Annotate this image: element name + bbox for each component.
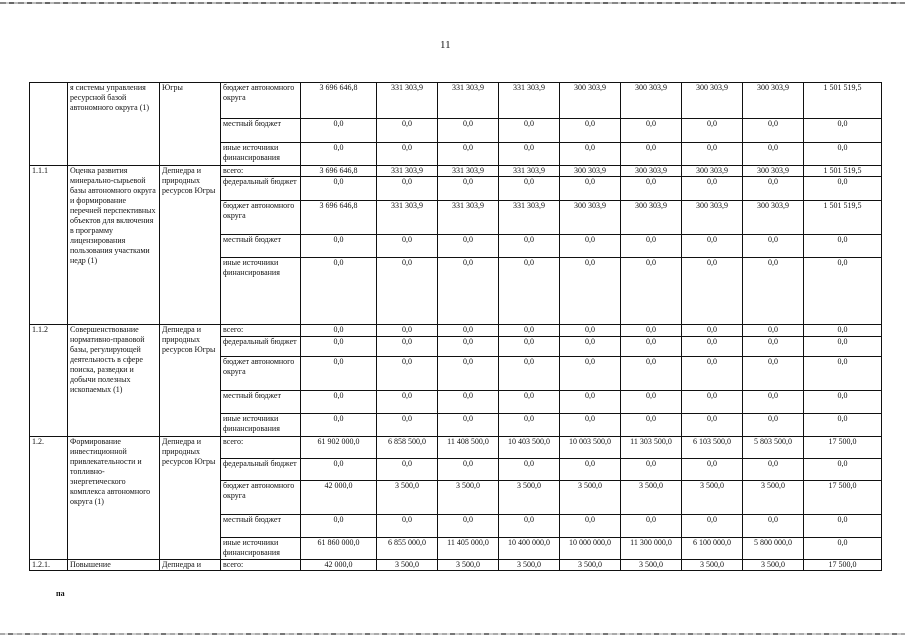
amount-cell: 0,0: [560, 258, 621, 325]
funding-source-cell: бюджет автономного округа: [221, 357, 301, 391]
amount-cell: 6 855 000,0: [377, 538, 438, 560]
amount-cell: 0,0: [682, 177, 743, 201]
amount-cell: 0,0: [499, 515, 560, 538]
amount-cell: 0,0: [743, 177, 804, 201]
scan-edge-bottom: [0, 633, 905, 635]
amount-cell: 3 696 646,8: [301, 83, 377, 119]
amount-cell: 6 858 500,0: [377, 437, 438, 459]
amount-cell: 0,0: [621, 459, 682, 481]
amount-cell: 0,0: [377, 414, 438, 437]
amount-cell: 331 303,9: [499, 201, 560, 235]
amount-cell: 1 501 519,5: [804, 83, 882, 119]
funding-source-cell: местный бюджет: [221, 515, 301, 538]
amount-cell: 3 500,0: [743, 560, 804, 571]
amount-cell: 0,0: [438, 459, 499, 481]
amount-cell: 0,0: [438, 258, 499, 325]
amount-cell: 300 303,9: [682, 201, 743, 235]
amount-cell: 1 501 519,5: [804, 201, 882, 235]
amount-cell: 0,0: [621, 391, 682, 414]
amount-cell: 0,0: [682, 459, 743, 481]
amount-cell: 0,0: [438, 337, 499, 357]
funding-source-cell: иные источники финансирования: [221, 258, 301, 325]
amount-cell: 0,0: [621, 414, 682, 437]
amount-cell: 0,0: [301, 325, 377, 337]
funding-source-cell: бюджет автономного округа: [221, 201, 301, 235]
amount-cell: 0,0: [804, 325, 882, 337]
amount-cell: 0,0: [377, 325, 438, 337]
executor-cell: Югры: [160, 83, 221, 166]
amount-cell: 331 303,9: [499, 166, 560, 177]
funding-source-cell: всего:: [221, 560, 301, 571]
amount-cell: 5 803 500,0: [743, 437, 804, 459]
amount-cell: 0,0: [804, 143, 882, 166]
executor-cell: Депнедра и природных ресурсов Югры: [160, 166, 221, 325]
amount-cell: 0,0: [621, 177, 682, 201]
amount-cell: 0,0: [621, 235, 682, 258]
amount-cell: 10 400 000,0: [499, 538, 560, 560]
amount-cell: 0,0: [743, 325, 804, 337]
amount-cell: 0,0: [499, 337, 560, 357]
amount-cell: 11 303 500,0: [621, 437, 682, 459]
amount-cell: 0,0: [438, 177, 499, 201]
amount-cell: 3 696 646,8: [301, 166, 377, 177]
amount-cell: 0,0: [377, 119, 438, 143]
amount-cell: 0,0: [743, 357, 804, 391]
amount-cell: 300 303,9: [621, 166, 682, 177]
amount-cell: 42 000,0: [301, 481, 377, 515]
amount-cell: 0,0: [804, 414, 882, 437]
amount-cell: 3 500,0: [438, 560, 499, 571]
amount-cell: 331 303,9: [377, 83, 438, 119]
amount-cell: 0,0: [804, 357, 882, 391]
amount-cell: 0,0: [499, 258, 560, 325]
amount-cell: 0,0: [560, 143, 621, 166]
amount-cell: 0,0: [560, 515, 621, 538]
item-number-cell: 1.2.: [30, 437, 68, 560]
amount-cell: 3 500,0: [621, 560, 682, 571]
amount-cell: 0,0: [743, 414, 804, 437]
amount-cell: 0,0: [682, 258, 743, 325]
amount-cell: 0,0: [743, 515, 804, 538]
amount-cell: 3 696 646,8: [301, 201, 377, 235]
amount-cell: 10 403 500,0: [499, 437, 560, 459]
amount-cell: 3 500,0: [377, 560, 438, 571]
footer-mark: па: [56, 589, 65, 598]
amount-cell: 0,0: [499, 459, 560, 481]
amount-cell: 300 303,9: [682, 166, 743, 177]
page-number: 11: [440, 39, 451, 51]
amount-cell: 3 500,0: [377, 481, 438, 515]
amount-cell: 0,0: [438, 515, 499, 538]
amount-cell: 0,0: [743, 337, 804, 357]
amount-cell: 0,0: [682, 414, 743, 437]
amount-cell: 0,0: [560, 119, 621, 143]
amount-cell: 0,0: [301, 337, 377, 357]
amount-cell: 300 303,9: [560, 201, 621, 235]
amount-cell: 3 500,0: [682, 481, 743, 515]
amount-cell: 0,0: [438, 143, 499, 166]
amount-cell: 0,0: [438, 391, 499, 414]
amount-cell: 0,0: [804, 258, 882, 325]
amount-cell: 0,0: [560, 177, 621, 201]
amount-cell: 0,0: [621, 258, 682, 325]
amount-cell: 331 303,9: [377, 166, 438, 177]
amount-cell: 0,0: [499, 325, 560, 337]
amount-cell: 0,0: [301, 357, 377, 391]
amount-cell: 42 000,0: [301, 560, 377, 571]
amount-cell: 0,0: [560, 391, 621, 414]
item-number-cell: 1.2.1.: [30, 560, 68, 571]
amount-cell: 0,0: [301, 235, 377, 258]
amount-cell: 10 000 000,0: [560, 538, 621, 560]
amount-cell: 0,0: [560, 414, 621, 437]
amount-cell: 0,0: [301, 258, 377, 325]
amount-cell: 0,0: [301, 119, 377, 143]
funding-source-cell: всего:: [221, 325, 301, 337]
amount-cell: 0,0: [438, 119, 499, 143]
amount-cell: 0,0: [682, 235, 743, 258]
amount-cell: 17 500,0: [804, 481, 882, 515]
amount-cell: 0,0: [804, 337, 882, 357]
amount-cell: 0,0: [301, 177, 377, 201]
amount-cell: 0,0: [377, 258, 438, 325]
table-row: [30, 325, 882, 337]
amount-cell: 0,0: [621, 325, 682, 337]
amount-cell: 300 303,9: [743, 166, 804, 177]
amount-cell: 1 501 519,5: [804, 166, 882, 177]
amount-cell: 17 500,0: [804, 437, 882, 459]
amount-cell: 0,0: [682, 337, 743, 357]
amount-cell: 300 303,9: [560, 166, 621, 177]
amount-cell: 3 500,0: [743, 481, 804, 515]
amount-cell: 0,0: [682, 515, 743, 538]
amount-cell: 0,0: [499, 143, 560, 166]
amount-cell: 331 303,9: [377, 201, 438, 235]
amount-cell: 300 303,9: [621, 83, 682, 119]
amount-cell: 3 500,0: [560, 481, 621, 515]
amount-cell: 0,0: [301, 143, 377, 166]
activity-name-cell: Повышение: [68, 560, 160, 571]
table-row: [30, 437, 882, 459]
funding-source-cell: федеральный бюджет: [221, 459, 301, 481]
table-row: [30, 83, 882, 119]
amount-cell: 331 303,9: [438, 166, 499, 177]
amount-cell: 0,0: [438, 414, 499, 437]
financing-table: [29, 82, 882, 571]
amount-cell: 0,0: [743, 258, 804, 325]
amount-cell: 10 003 500,0: [560, 437, 621, 459]
activity-name-cell: Оценка развития минерально-сырьевой базы автономного округа и формирование перечней перспективных объектов для включения в программу лицензирования пользования участками недр (1): [68, 166, 160, 325]
funding-source-cell: бюджет автономного округа: [221, 481, 301, 515]
amount-cell: 3 500,0: [682, 560, 743, 571]
amount-cell: 0,0: [621, 515, 682, 538]
amount-cell: 0,0: [499, 119, 560, 143]
amount-cell: 6 103 500,0: [682, 437, 743, 459]
amount-cell: 0,0: [804, 515, 882, 538]
amount-cell: 331 303,9: [438, 83, 499, 119]
amount-cell: 0,0: [377, 391, 438, 414]
amount-cell: 0,0: [804, 235, 882, 258]
amount-cell: 331 303,9: [499, 83, 560, 119]
amount-cell: 0,0: [682, 325, 743, 337]
activity-name-cell: Совершенствование нормативно-правовой базы, регулирующей деятельность в сфере поиска, разведки и добычи полезных ископаемых (1): [68, 325, 160, 437]
amount-cell: 0,0: [621, 337, 682, 357]
amount-cell: 0,0: [438, 357, 499, 391]
amount-cell: 17 500,0: [804, 560, 882, 571]
item-number-cell: [30, 83, 68, 166]
funding-source-cell: иные источники финансирования: [221, 414, 301, 437]
amount-cell: 0,0: [743, 459, 804, 481]
amount-cell: 0,0: [804, 459, 882, 481]
amount-cell: 0,0: [804, 177, 882, 201]
amount-cell: 0,0: [621, 143, 682, 166]
table-row: [30, 166, 882, 177]
amount-cell: 0,0: [621, 119, 682, 143]
scan-edge-top: [0, 2, 905, 4]
amount-cell: 0,0: [743, 235, 804, 258]
amount-cell: 0,0: [743, 391, 804, 414]
amount-cell: 0,0: [682, 391, 743, 414]
amount-cell: 11 300 000,0: [621, 538, 682, 560]
item-number-cell: 1.1.1: [30, 166, 68, 325]
amount-cell: 0,0: [804, 119, 882, 143]
executor-cell: Депнедра и природных ресурсов Югры: [160, 325, 221, 437]
amount-cell: 3 500,0: [621, 481, 682, 515]
amount-cell: 0,0: [377, 177, 438, 201]
amount-cell: 0,0: [743, 143, 804, 166]
amount-cell: 0,0: [804, 391, 882, 414]
amount-cell: 331 303,9: [438, 201, 499, 235]
amount-cell: 300 303,9: [621, 201, 682, 235]
funding-source-cell: всего:: [221, 166, 301, 177]
funding-source-cell: федеральный бюджет: [221, 177, 301, 201]
executor-cell: Депнедра и природных ресурсов Югры: [160, 437, 221, 560]
amount-cell: 0,0: [560, 357, 621, 391]
amount-cell: 0,0: [499, 235, 560, 258]
amount-cell: 0,0: [377, 235, 438, 258]
amount-cell: 0,0: [438, 325, 499, 337]
amount-cell: 3 500,0: [560, 560, 621, 571]
amount-cell: 0,0: [804, 538, 882, 560]
amount-cell: 0,0: [377, 143, 438, 166]
amount-cell: 5 800 000,0: [743, 538, 804, 560]
funding-source-cell: местный бюджет: [221, 235, 301, 258]
amount-cell: 0,0: [377, 337, 438, 357]
amount-cell: 6 100 000,0: [682, 538, 743, 560]
amount-cell: 0,0: [438, 235, 499, 258]
amount-cell: 0,0: [301, 414, 377, 437]
amount-cell: 0,0: [682, 119, 743, 143]
funding-source-cell: иные источники финансирования: [221, 143, 301, 166]
amount-cell: 0,0: [301, 515, 377, 538]
amount-cell: 0,0: [560, 235, 621, 258]
amount-cell: 0,0: [499, 414, 560, 437]
amount-cell: 3 500,0: [499, 560, 560, 571]
amount-cell: 300 303,9: [560, 83, 621, 119]
amount-cell: 0,0: [682, 143, 743, 166]
amount-cell: 300 303,9: [743, 83, 804, 119]
amount-cell: 0,0: [377, 357, 438, 391]
amount-cell: 0,0: [499, 357, 560, 391]
amount-cell: 0,0: [499, 177, 560, 201]
amount-cell: 11 405 000,0: [438, 538, 499, 560]
amount-cell: 0,0: [743, 119, 804, 143]
funding-source-cell: всего:: [221, 437, 301, 459]
amount-cell: 61 902 000,0: [301, 437, 377, 459]
funding-source-cell: бюджет автономного округа: [221, 83, 301, 119]
funding-source-cell: федеральный бюджет: [221, 337, 301, 357]
amount-cell: 0,0: [560, 459, 621, 481]
amount-cell: 61 860 000,0: [301, 538, 377, 560]
amount-cell: 0,0: [560, 325, 621, 337]
executor-cell: Депнедра и: [160, 560, 221, 571]
amount-cell: 0,0: [621, 357, 682, 391]
funding-source-cell: иные источники финансирования: [221, 538, 301, 560]
activity-name-cell: я системы управления ресурсной базой автономного округа (1): [68, 83, 160, 166]
amount-cell: 0,0: [499, 391, 560, 414]
funding-source-cell: местный бюджет: [221, 391, 301, 414]
amount-cell: 0,0: [301, 391, 377, 414]
item-number-cell: 1.1.2: [30, 325, 68, 437]
amount-cell: 11 408 500,0: [438, 437, 499, 459]
table-row: [30, 560, 882, 571]
amount-cell: 0,0: [377, 459, 438, 481]
amount-cell: 0,0: [560, 337, 621, 357]
amount-cell: 3 500,0: [438, 481, 499, 515]
amount-cell: 0,0: [301, 459, 377, 481]
activity-name-cell: Формирование инвестиционной привлекательности и топливно-энергетического комплекса автономного округа (1): [68, 437, 160, 560]
amount-cell: 3 500,0: [499, 481, 560, 515]
funding-source-cell: местный бюджет: [221, 119, 301, 143]
amount-cell: 300 303,9: [682, 83, 743, 119]
amount-cell: 0,0: [377, 515, 438, 538]
amount-cell: 0,0: [682, 357, 743, 391]
amount-cell: 300 303,9: [743, 201, 804, 235]
